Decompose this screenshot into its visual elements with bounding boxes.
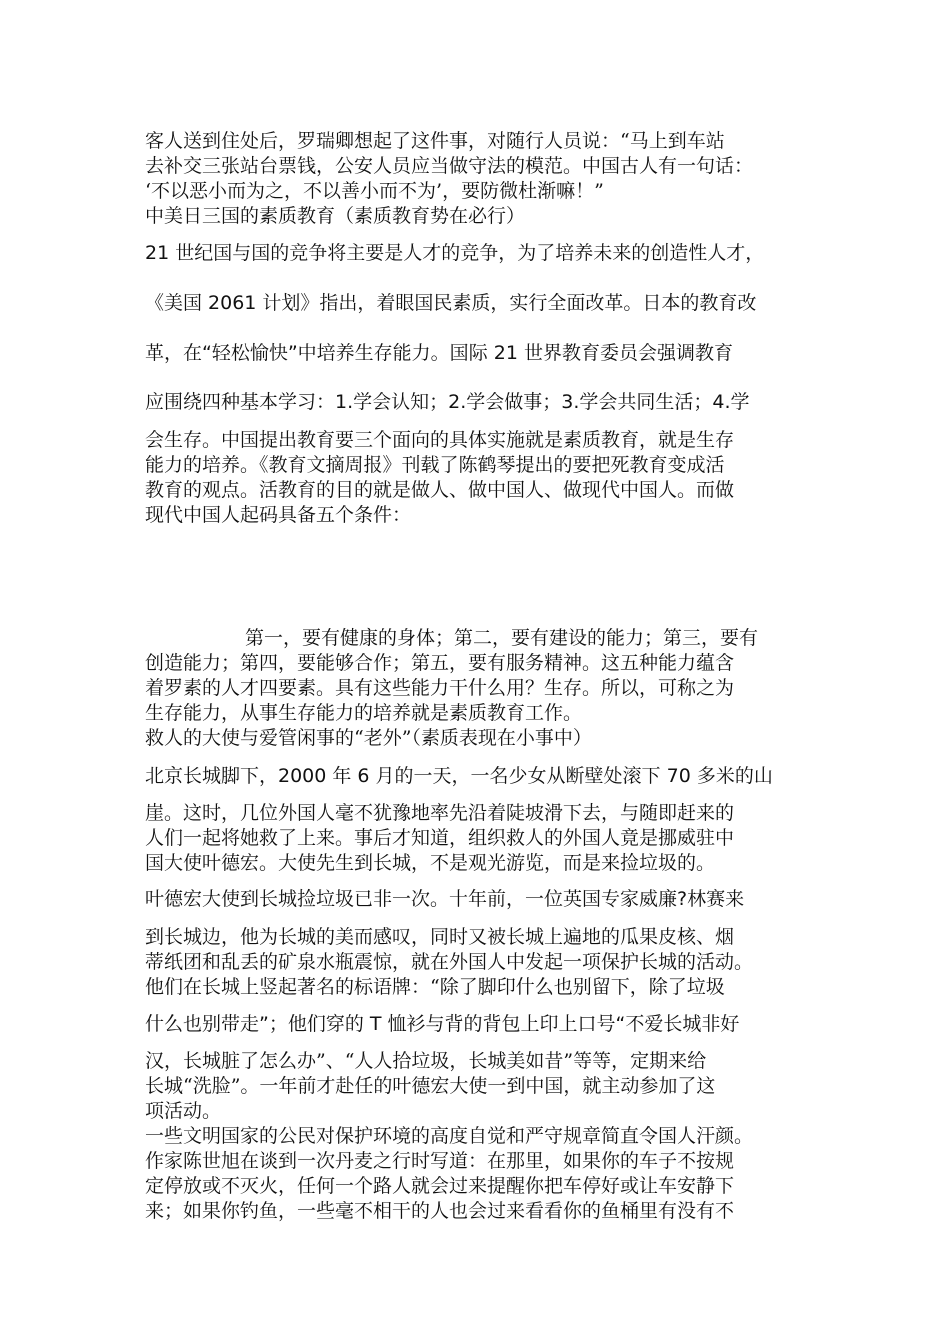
text-line: 叶德宏大使到长城捡垃圾已非一次。十年前，一位英国专家威廉?林赛来	[145, 888, 745, 910]
text-line: 作家陈世旭在谈到一次丹麦之行时写道：在那里，如果你的车子不按规	[145, 1150, 735, 1172]
text-line: 现代中国人起码具备五个条件：	[145, 504, 412, 526]
text-line: 第一，要有健康的身体；第二，要有建设的能力；第三，要有	[245, 627, 759, 649]
text-line: 客人送到住处后，罗瑞卿想起了这件事，对随行人员说：“马上到车站	[145, 130, 725, 152]
text-line: 去补交三张站台票钱，公安人员应当做守法的模范。中国古人有一句话：	[145, 155, 754, 177]
text-line: 生存能力，从事生存能力的培养就是素质教育工作。	[145, 702, 583, 724]
text-line: 能力的培养。《教育文摘周报》刊载了陈鹤琴提出的要把死教育变成活	[145, 454, 725, 476]
text-line: 来；如果你钓鱼，一些毫不相干的人也会过来看看你的鱼桶里有没有不	[145, 1200, 735, 1222]
text-line: 会生存。中国提出教育要三个面向的具体实施就是素质教育，就是生存	[145, 429, 735, 451]
text-line: 21 世纪国与国的竞争将主要是人才的竞争，为了培养未来的创造性人才，	[145, 242, 765, 264]
text-line: 人们一起将她救了上来。事后才知道，组织救人的外国人竟是挪威驻中	[145, 827, 735, 849]
text-line: 国大使叶德宏。大使先生到长城，不是观光游览，而是来捡垃圾的。	[145, 852, 716, 874]
text-line: 《美国 2061 计划》指出，着眼国民素质，实行全面改革。日本的教育改	[145, 292, 757, 314]
text-line: 项活动。	[145, 1100, 222, 1122]
text-line: 他们在长城上竖起著名的标语牌：“除了脚印什么也别留下，除了垃圾	[145, 976, 725, 998]
text-line: 什么也别带走”；他们穿的 T 恤衫与背的背包上印上口号“不爱长城非好	[145, 1013, 740, 1035]
text-line: 北京长城脚下，2000 年 6 月的一天，一名少女从断壁处滚下 70 多米的山	[145, 765, 773, 787]
text-line: 定停放或不灭火，任何一个路人就会过来提醒你把车停好或让车安静下	[145, 1175, 735, 1197]
text-line: 着罗素的人才四要素。具有这些能力干什么用？生存。所以，可称之为	[145, 677, 735, 699]
text-line: 应围绕四种基本学习：1.学会认知；2.学会做事；3.学会共同生活；4.学	[145, 391, 750, 413]
text-line: 教育的观点。活教育的目的就是做人、做中国人、做现代中国人。而做	[145, 479, 735, 501]
text-line: 到长城边，他为长城的美而感叹，同时又被长城上遍地的瓜果皮核、烟	[145, 926, 735, 948]
text-line: 创造能力；第四，要能够合作；第五，要有服务精神。这五种能力蕴含	[145, 652, 735, 674]
text-line: 蒂纸团和乱丢的矿泉水瓶震惊，就在外国人中发起一项保护长城的活动。	[145, 951, 754, 973]
text-line: 汉，长城脏了怎么办”、“人人拾垃圾，长城美如昔”等等，定期来给	[145, 1050, 707, 1072]
section-heading: 救人的大使与爱管闲事的“老外”（素质表现在小事中）	[145, 727, 592, 749]
text-line: 崖。这时，几位外国人毫不犹豫地率先沿着陡坡滑下去，与随即赶来的	[145, 802, 735, 824]
text-line: ‘不以恶小而为之，不以善小而不为’，要防微杜渐嘛！”	[145, 180, 604, 202]
text-line: 一些文明国家的公民对保护环境的高度自觉和严守规章简直令国人汗颜。	[145, 1125, 754, 1147]
text-line: 长城“洗脸”。一年前才赴任的叶德宏大使一到中国，就主动参加了这	[145, 1075, 716, 1097]
text-line: 革，在“轻松愉快”中培养生存能力。国际 21 世界教育委员会强调教育	[145, 342, 733, 364]
section-heading: 中美日三国的素质教育（素质教育势在必行）	[145, 205, 526, 227]
